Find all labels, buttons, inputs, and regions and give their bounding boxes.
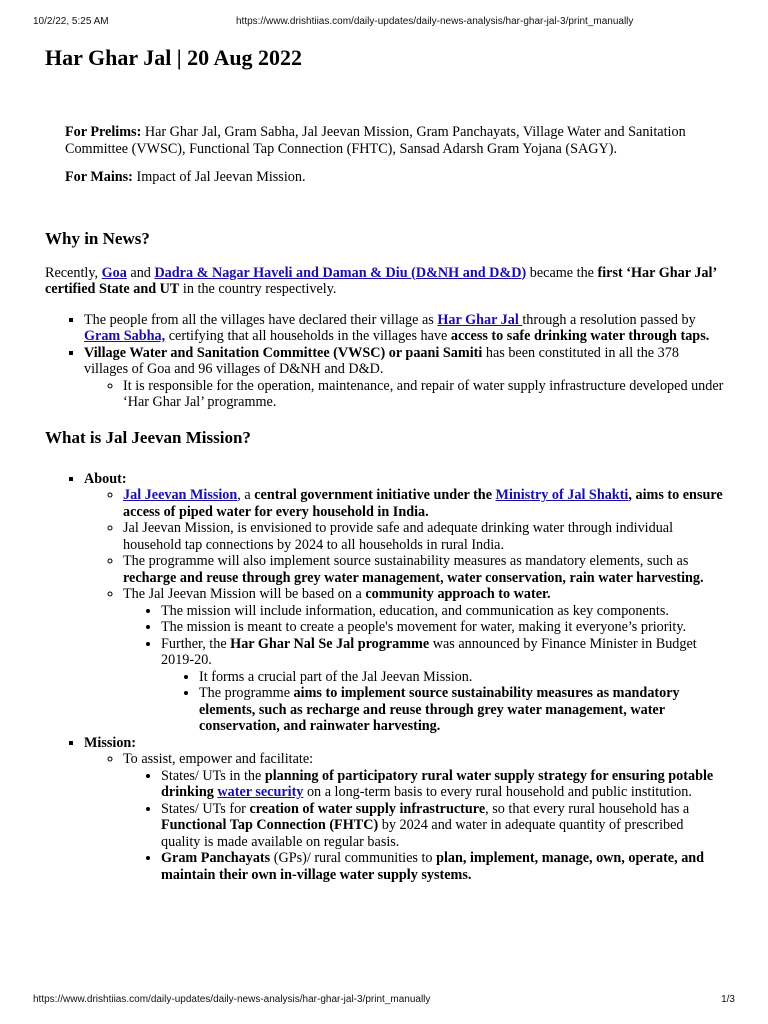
text: The programme will also implement source sustainability measures as mandatory elements, such as (123, 553, 689, 569)
list-item (161, 768, 725, 801)
bold-text: first ‘Har Ghar Jal’ certified State and UT (45, 264, 717, 297)
text: States/ UTs in the (161, 767, 265, 784)
prelims-paragraph (65, 124, 705, 157)
jjm-heading: What is Jal Jeevan Mission? (45, 427, 251, 447)
jjm-link[interactable]: Jal Jeevan Mission (123, 487, 238, 503)
water-security-link[interactable]: water security (217, 784, 304, 800)
text: through a resolution passed by (522, 311, 696, 328)
prelims-text: Har Ghar Jal, Gram Sabha, Jal Jeevan Mission, Gram Panchayats, Village Water and Sanitation Committee (VWSC), Functional Tap Connection (FHTC), Sansad Adarsh Gram Yojana (SAGY). (65, 124, 686, 157)
why-list (45, 312, 725, 411)
list-item (123, 487, 725, 520)
text: certifying that all households in the villages have (165, 328, 451, 344)
prelims-mains-box (65, 124, 705, 186)
text: The programme (199, 685, 294, 701)
goa-link[interactable]: Goa (101, 264, 127, 281)
text: and (126, 264, 155, 281)
text: , so that every rural household has a (485, 800, 690, 817)
mains-text: Impact of Jal Jeevan Mission. (132, 169, 306, 185)
mains-label: For Mains: (65, 169, 133, 185)
har-ghar-jal-link[interactable]: Har Ghar Jal (437, 311, 523, 328)
list-item (199, 685, 725, 735)
text: The Jal Jeevan Mission will be based on a (123, 586, 366, 602)
list-item (161, 801, 725, 851)
bold-text: Gram Panchayats (161, 850, 271, 866)
list-item (161, 636, 725, 735)
bold-text: community approach to water. (365, 586, 551, 602)
list-item: • The mission is meant to create a people's movement for water, making it everyone’s priority. (161, 619, 725, 636)
sub-list (123, 603, 725, 735)
bold-text: Har Ghar Nal Se Jal programme (230, 635, 430, 652)
dnh-link[interactable]: Dadra & Nagar Haveli and Daman & Diu (D&NH and D&D) (154, 264, 527, 281)
text: on a long-term basis to every rural household and public institution. (303, 784, 692, 800)
text: Further, the (161, 635, 231, 652)
text: has been constituted in all the 378 villages of Goa and 96 villages of D&NH and D&D. (84, 344, 679, 377)
text: became the (526, 264, 598, 281)
list-item (84, 345, 725, 411)
bold-text: access to safe drinking water through taps. (450, 328, 710, 344)
text: To assist, empower and facilitate: (123, 751, 314, 767)
sub-sub-list (161, 669, 725, 735)
mission-label: Mission: (84, 734, 137, 751)
list-item (84, 735, 725, 884)
print-header (33, 16, 735, 30)
page-number: 1/3 (721, 994, 735, 1005)
print-url: https://www.drishtiias.com/daily-updates/daily-news-analysis/har-ghar-jal-3/print_manually (236, 16, 634, 27)
text: , a (237, 487, 255, 503)
list-item: ◦ It is responsible for the operation, maintenance, and repair of water supply infrastructure developed under ‘Har Ghar Jal’ programme. (123, 378, 725, 411)
bold-text: aims to implement source sustainability measures as mandatory elements, such as recharge and reuse through grey water management, water conservation, and rainwater harvesting. (199, 685, 680, 734)
list-item: ◦ Jal Jeevan Mission, is envisioned to provide safe and adequate drinking water through individual household tap connections by 2024 to all households in rural India. (123, 520, 725, 553)
bold-text: Functional Tap Connection (FHTC) (161, 817, 379, 833)
bold-text: , aims to ensure access of piped water for every household in India. (123, 487, 723, 520)
bold-text: creation of water supply infrastructure (249, 800, 486, 817)
list-item (84, 471, 725, 735)
text: The people from all the villages have declared their village as (84, 311, 438, 328)
text: (GPs)/ rural communities to (270, 850, 437, 866)
list-item: • It forms a crucial part of the Jal Jeevan Mission. (199, 669, 725, 686)
list-item (123, 553, 725, 586)
sub-list (84, 378, 725, 411)
print-date: 10/2/22, 5:25 AM (33, 16, 109, 27)
gram-sabha-link[interactable]: Gram Sabha, (84, 328, 166, 344)
text: Recently, (45, 264, 102, 281)
bold-text: plan, implement, manage, own, operate, and maintain their own in-village water supply systems. (161, 850, 705, 883)
sub-list (123, 768, 725, 884)
mains-paragraph (65, 169, 705, 186)
bold-text: planning of participatory rural water supply strategy for ensuring potable drinking (161, 767, 714, 800)
footer-url: https://www.drishtiias.com/daily-updates/daily-news-analysis/har-ghar-jal-3/print_manually (33, 994, 431, 1005)
ministry-link[interactable]: Ministry of Jal Shakti (495, 487, 629, 503)
text: by 2024 and water in adequate quantity of prescribed quality is made available on regular basis. (161, 817, 684, 850)
page-title: Har Ghar Jal | 20 Aug 2022 (45, 45, 303, 70)
bold-text: recharge and reuse through grey water management, water conservation, rain water harvesting. (123, 569, 704, 586)
jjm-list (45, 471, 725, 884)
text: States/ UTs for (161, 800, 250, 817)
about-list (84, 487, 725, 735)
why-paragraph (45, 265, 725, 298)
mission-list (84, 751, 725, 883)
about-label: About: (84, 470, 127, 487)
list-item (123, 751, 725, 883)
article (45, 38, 725, 883)
prelims-label: For Prelims: (65, 124, 142, 140)
list-item: • The mission will include information, education, and communication as key components. (161, 603, 725, 620)
bold-text: central government initiative under the (254, 487, 496, 503)
text: in the country respectively. (179, 281, 337, 297)
print-footer (33, 994, 735, 1008)
list-item (161, 850, 725, 883)
list-item (123, 586, 725, 735)
bold-text: Village Water and Sanitation Committee (VWSC) or paani Samiti (84, 344, 483, 361)
text: was announced by Finance Minister in Budget 2019-20. (161, 635, 697, 668)
why-in-news-heading: Why in News? (45, 228, 150, 248)
list-item (84, 312, 725, 345)
